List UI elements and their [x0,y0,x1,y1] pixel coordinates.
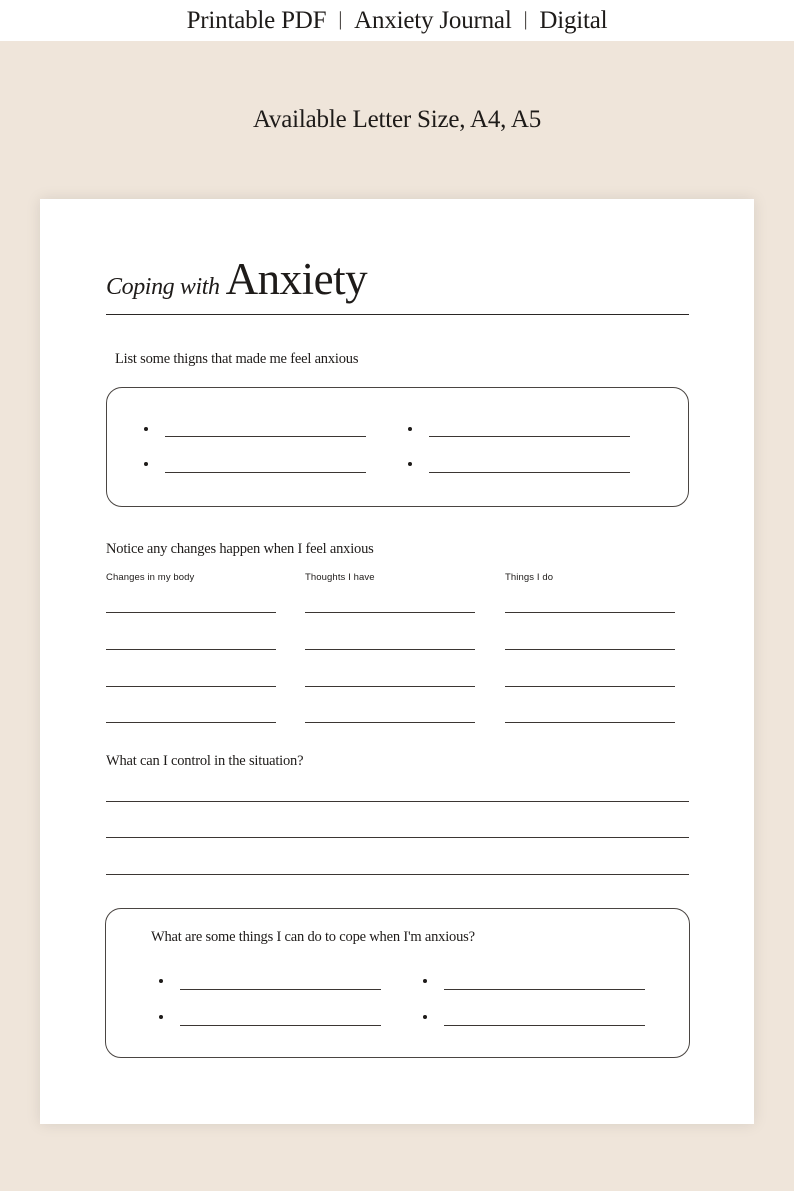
banner-printable-pdf: Printable PDF [186,6,327,34]
worksheet-page [40,199,754,1124]
writing-line[interactable] [444,1025,645,1026]
writing-line[interactable] [106,722,276,723]
writing-line[interactable] [165,436,366,437]
banner-anxiety-journal: Anxiety Journal [354,6,512,34]
page-title [106,253,367,305]
bullet [159,1015,163,1019]
column-things-label: Things I do [505,572,554,583]
writing-line[interactable] [505,612,675,613]
column-thoughts-label: Thoughts I have [305,572,375,583]
writing-line[interactable] [505,722,675,723]
title-script: Coping with [106,274,220,300]
bullet [423,979,427,983]
writing-line[interactable] [429,472,630,473]
section2-prompt: Notice any changes happen when I feel anxious [106,541,374,557]
writing-line[interactable] [106,801,689,802]
bullet [159,979,163,983]
writing-line[interactable] [106,686,276,687]
bullet [144,462,148,466]
bullet [408,427,412,431]
section4-prompt: What are some things I can do to cope when I'm anxious? [151,929,475,945]
writing-line[interactable] [106,837,689,838]
available-sizes-text: Available Letter Size, A4, A5 [252,106,542,133]
writing-line[interactable] [505,686,675,687]
writing-line[interactable] [305,722,475,723]
banner-separator: | [523,8,528,30]
writing-line[interactable] [180,989,381,990]
writing-line[interactable] [106,649,276,650]
writing-line[interactable] [429,436,630,437]
writing-line[interactable] [106,612,276,613]
bullet [144,427,148,431]
column-body-label: Changes in my body [106,572,195,583]
top-banner [0,0,794,41]
writing-line[interactable] [505,649,675,650]
title-divider [106,314,689,315]
section4-box [105,908,690,1058]
bullet [423,1015,427,1019]
writing-line[interactable] [165,472,366,473]
banner-separator: | [338,8,343,30]
writing-line[interactable] [305,612,475,613]
writing-line[interactable] [180,1025,381,1026]
bullet [408,462,412,466]
section1-prompt: List some thigns that made me feel anxious [115,351,359,367]
banner-digital: Digital [539,6,608,34]
title-main: Anxiety [225,254,368,304]
writing-line[interactable] [305,686,475,687]
section3-prompt: What can I control in the situation? [106,753,304,769]
writing-line[interactable] [305,649,475,650]
section1-box [106,387,689,507]
writing-line[interactable] [444,989,645,990]
writing-line[interactable] [106,874,689,875]
